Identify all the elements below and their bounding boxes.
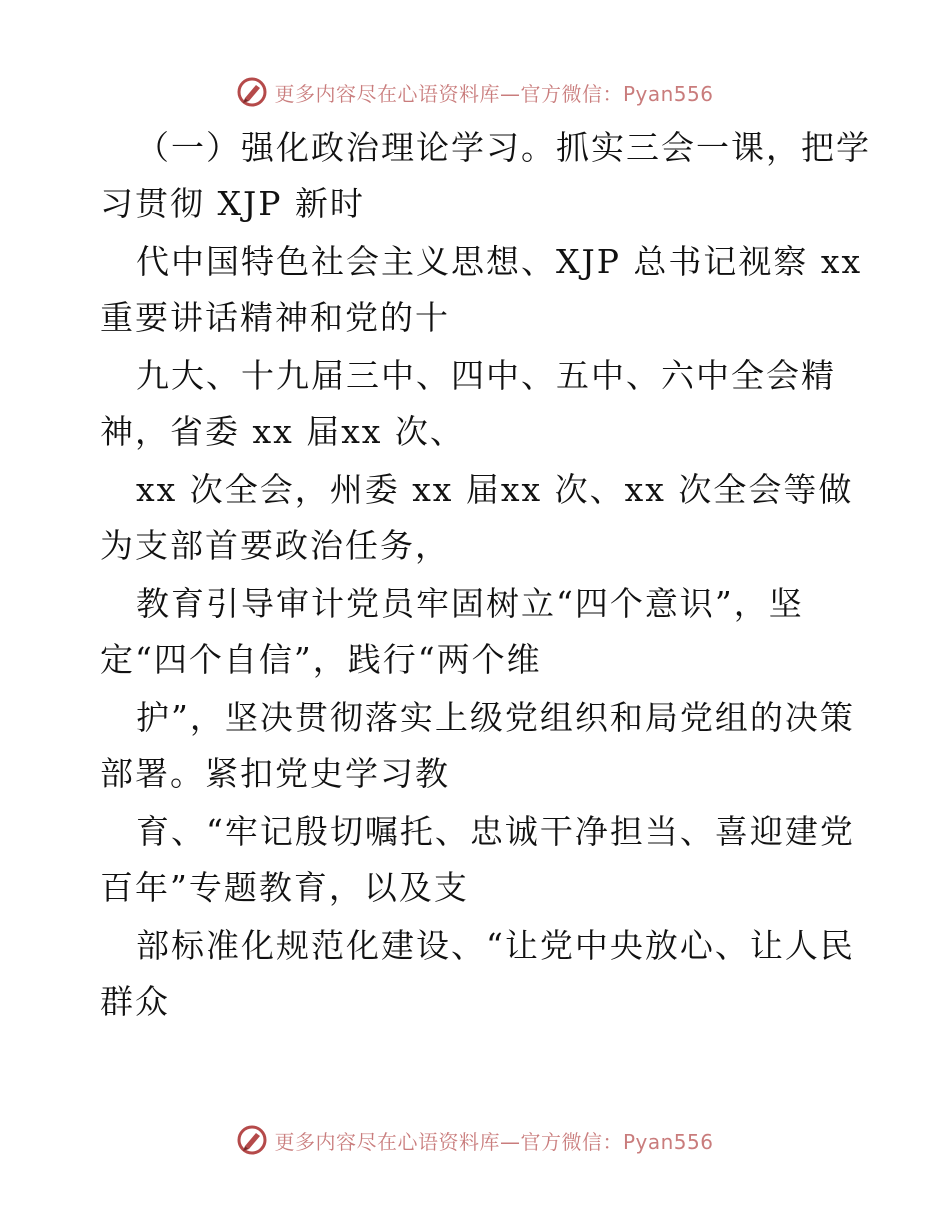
text-line: 百年”专题教育，以及支 (100, 868, 469, 907)
text-line: 育、“牢记殷切嘱托、忠诚干净担当、喜迎建党 (136, 812, 855, 851)
watermark-text: 更多内容尽在心语资料库—官方微信：Pyan556 (274, 1129, 714, 1154)
text-line: 重要讲话精神和党的十 (100, 298, 450, 337)
text-line: 群众 (100, 982, 170, 1021)
text-line: 教育引导审计党员牢固树立“四个意识”，坚 (136, 584, 804, 623)
watermark-text: 更多内容尽在心语资料库—官方微信：Pyan556 (274, 81, 714, 106)
text-line: 部署。紧扣党史学习教 (100, 754, 450, 793)
header-watermark (0, 72, 950, 112)
text-line: 代中国特色社会主义思想、XJP 总书记视察 xx (136, 242, 863, 281)
text-line: （一）强化政治理论学习。抓实三会一课，把学 (136, 128, 871, 167)
pen-logo-icon (236, 1124, 268, 1156)
text-line: 习贯彻 XJP 新时 (100, 184, 365, 223)
pen-logo-icon (236, 76, 268, 108)
text-line: 部标准化规范化建设、“让党中央放心、让人民 (136, 926, 855, 965)
text-line: 九大、十九届三中、四中、五中、六中全会精 (136, 356, 836, 395)
text-line: 护”，坚决贯彻落实上级党组织和局党组的决策 (136, 698, 855, 737)
footer-watermark (0, 1120, 950, 1160)
text-line: 定“四个自信”，践行“两个维 (100, 640, 542, 679)
document-paragraph (100, 120, 871, 1030)
text-line: 为支部首要政治任务， (100, 526, 450, 565)
text-line: xx 次全会，州委 xx 届xx 次、xx 次全会等做 (136, 470, 854, 509)
text-line: 神，省委 xx 届xx 次、 (100, 412, 465, 451)
